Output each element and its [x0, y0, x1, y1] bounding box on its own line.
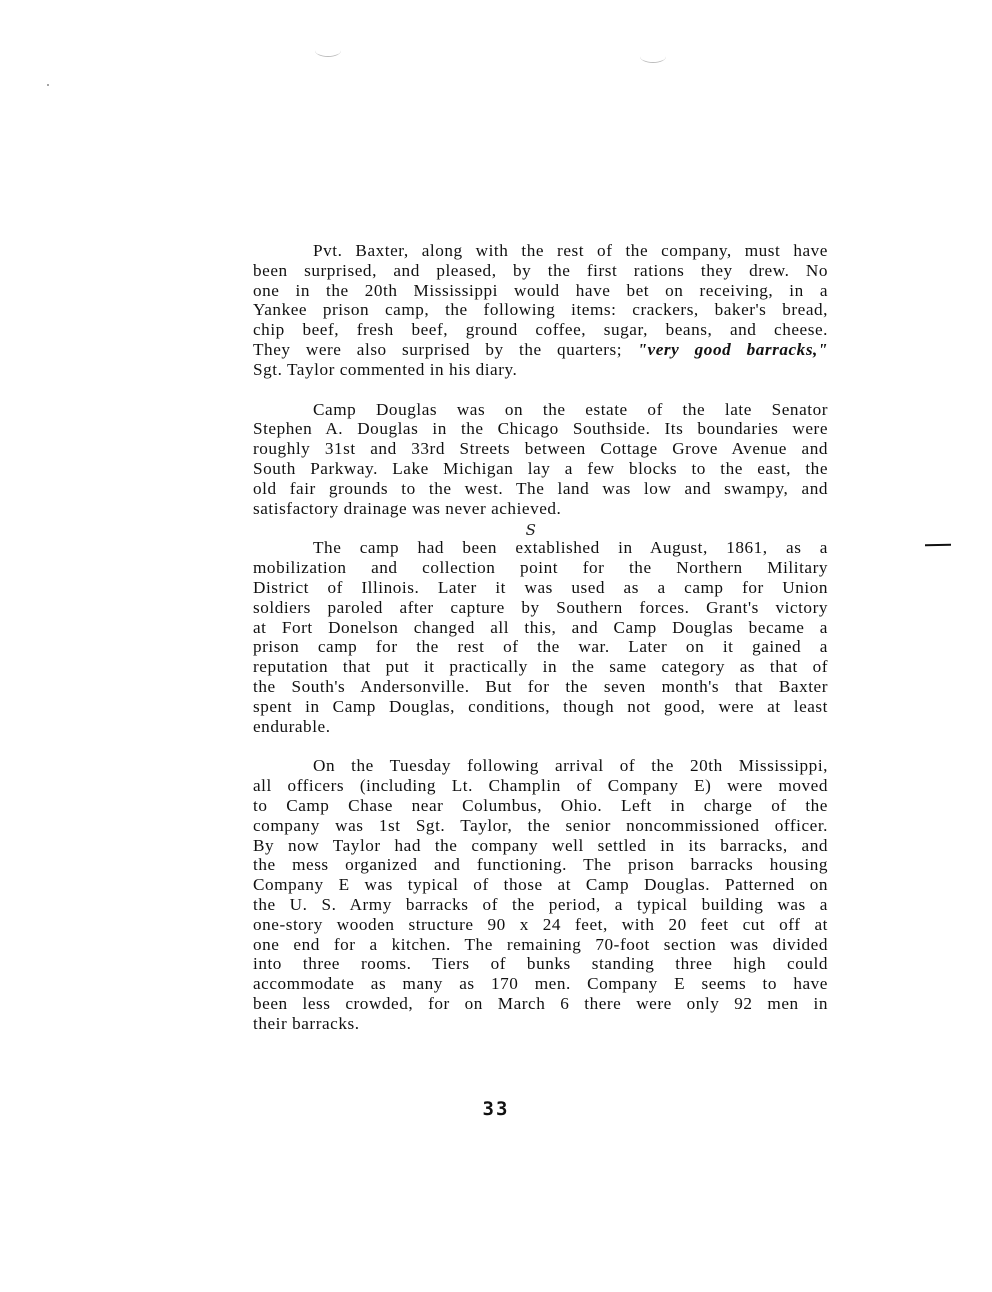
text-line: Company E was typical of those at Camp Douglas. Patterned on: [253, 875, 828, 895]
text-line: Yankee prison camp, the following items: crackers, baker's bread,: [253, 300, 828, 320]
text-line: Stephen A. Douglas in the Chicago Southside. Its boundaries were: [253, 419, 828, 439]
text-line: one in the 20th Mississippi would have bet on receiving, in a: [253, 280, 828, 300]
text-line: the U. S. Army barracks of the period, a typical building was a: [253, 894, 828, 914]
text-line: roughly 31st and 33rd Streets between Cottage Grove Avenue and: [253, 439, 828, 459]
text-line: old fair grounds to the west. The land was low and swampy, and: [253, 478, 828, 498]
paragraph-4: [253, 756, 828, 1033]
struck-letter: x: [523, 538, 533, 558]
text-line: at Fort Donelson changed all this, and Camp Douglas became a: [253, 617, 828, 637]
text-line: The camp had been e S xtablished in August, 1861, as a: [313, 521, 828, 558]
text-line: prison camp for the rest of the war. Later on it gained a: [253, 637, 828, 657]
body-text: [253, 241, 828, 1053]
page-number: 33: [482, 1098, 510, 1120]
text-line: been less crowded, for on March 6 there were only 92 men in: [253, 993, 828, 1013]
text-line: been surprised, and pleased, by the first rations they drew. No: [253, 260, 828, 280]
text-line: one-story wooden structure 90 x 24 feet, with 20 feet cut off at: [253, 914, 828, 934]
text-line: to Camp Chase near Columbus, Ohio. Left in charge of the: [253, 795, 828, 815]
text-line: endurable.: [253, 716, 331, 736]
scan-speck: [47, 84, 49, 86]
text-line: company was 1st Sgt. Taylor, the senior noncommissioned officer.: [253, 815, 828, 835]
punch-hole-left: [315, 44, 341, 57]
text-line: spent in Camp Douglas, conditions, though not good, were at least: [253, 696, 828, 716]
text-line: mobilization and collection point for the Northern Military: [253, 558, 828, 578]
text-line: the mess organized and functioning. The prison barracks housing: [253, 855, 828, 875]
margin-dash-mark: [925, 544, 951, 546]
text-line: reputation that put it practically in the same category as that of: [253, 657, 828, 677]
text-line: one end for a kitchen. The remaining 70-foot section was divided: [253, 934, 828, 954]
handwritten-correction: [523, 521, 537, 558]
text-line: On the Tuesday following arrival of the 20th Mississippi,: [313, 756, 828, 776]
text-line: into three rooms. Tiers of bunks standing three high could: [253, 954, 828, 974]
text-line: chip beef, fresh beef, ground coffee, sugar, beans, and cheese.: [253, 320, 828, 340]
text-line: Pvt. Baxter, along with the rest of the company, must have: [313, 241, 828, 260]
text-line: accommodate as many as 170 men. Company E seems to have: [253, 974, 828, 994]
text-line: District of Illinois. Later it was used as a camp for Union: [253, 577, 828, 597]
paragraph-2: [253, 400, 828, 519]
handwritten-s-mark: S: [525, 521, 537, 540]
text-line: They were also surprised by the quarters; "very good barracks,": [253, 339, 828, 359]
quoted-phrase: "very good barracks,": [637, 339, 828, 359]
punch-hole-right: [640, 50, 666, 63]
text-line: South Parkway. Lake Michigan lay a few blocks to the east, the: [253, 458, 828, 478]
paragraph-3: [253, 521, 828, 736]
text-line: Sgt. Taylor commented in his diary.: [253, 359, 518, 379]
text-line: the South's Andersonville. But for the seven month's that Baxter: [253, 676, 828, 696]
text-line: satisfactory drainage was never achieved.: [253, 498, 562, 518]
paragraph-1: [253, 241, 828, 380]
text-line: all officers (including Lt. Champlin of Company E) were moved: [253, 776, 828, 796]
text-line: Camp Douglas was on the estate of the late Senator: [313, 399, 828, 419]
text-line: By now Taylor had the company well settled in its barracks, and: [253, 835, 828, 855]
text-line: soldiers paroled after capture by Southern forces. Grant's victory: [253, 597, 828, 617]
text-line: their barracks.: [253, 1013, 360, 1033]
